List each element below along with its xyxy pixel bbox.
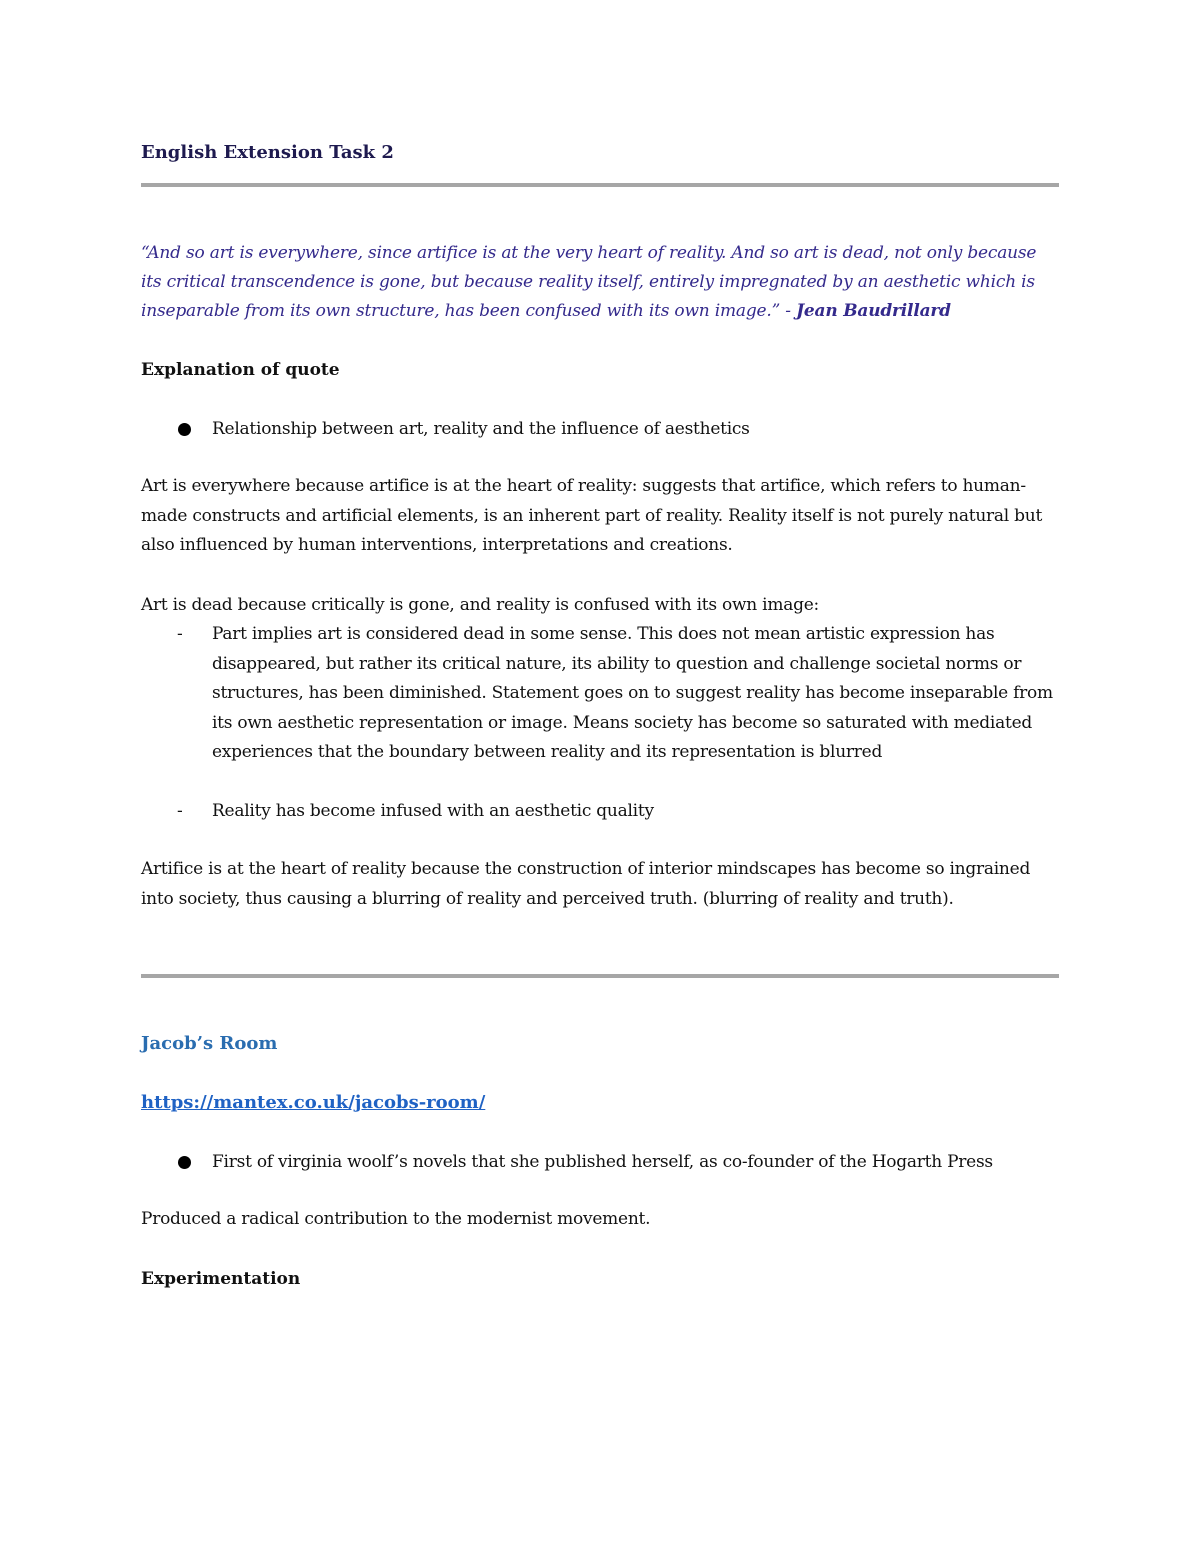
link-row — [141, 1090, 1059, 1116]
bullet-text: First of virginia woolf’s novels that she published herself, as co-founder of the Hogarth Press — [212, 1152, 993, 1172]
dash-bullet-icon: - — [177, 624, 183, 644]
quote-author: Jean Baudrillard — [796, 301, 951, 321]
dash-item-text: Part implies art is considered dead in some sense. This does not mean artistic expression has disappeared, but rather its critical nature, its ability to question and challenge societal norms or structures, has been diminished. Statement goes on to suggest reality has become inseparable from its own aesthetic representation or image. Means society has become so saturated with mediated experiences that the boundary between reality and its representation is blurred — [212, 624, 1053, 762]
dash-list-item — [141, 620, 1059, 768]
jacobs-room-bullet — [141, 1149, 1059, 1175]
jacobs-room-title: Jacob’s Room — [141, 1033, 278, 1054]
bullet-text: Relationship between art, reality and the influence of aesthetics — [212, 419, 750, 439]
document-page — [141, 140, 1059, 1292]
dash-bullet-icon: - — [177, 800, 183, 821]
explanation-paragraph-3: Artifice is at the heart of reality because the construction of interior mindscapes has become so ingrained into society, thus causing a blurring of reality and perceived truth. (blurring of reality and truth). — [141, 859, 1031, 909]
baudrillard-quote — [141, 239, 1059, 326]
bullet-icon — [178, 423, 191, 436]
section-divider — [141, 974, 1059, 978]
explanation-paragraph-1: Art is everywhere because artifice is at the heart of reality: suggests that artifice, which refers to human-made constructs and artificial elements, is an inherent part of reality. Reality itself is not purely natural but also influenced by human interventions, interpretations and creations. — [141, 476, 1043, 555]
explanation-bullet — [141, 416, 1059, 442]
quote-text: “And so art is everywhere, since artifice is at the very heart of reality. And so art is dead, not only because its critical transcendence is gone, but because reality itself, entirely impregnated by an aesthetic which is inseparable from its own structure, has been confused with its own image.” - — [141, 243, 1037, 321]
experimentation-heading: Experimentation — [141, 1268, 301, 1289]
mantex-link[interactable]: https://mantex.co.uk/jacobs-room/ — [141, 1092, 486, 1113]
explanation-heading: Explanation of quote — [141, 360, 340, 380]
dash-item-text: Reality has become infused with an aesthetic quality — [212, 800, 654, 821]
dash-list-item — [141, 797, 1059, 827]
jacobs-room-paragraph: Produced a radical contribution to the modernist movement. — [141, 1209, 651, 1229]
document-title: English Extension Task 2 — [141, 142, 394, 163]
title-divider — [141, 183, 1059, 187]
bullet-icon — [178, 1156, 191, 1169]
explanation-paragraph-2-intro: Art is dead because critically is gone, and reality is confused with its own image: — [141, 594, 820, 615]
